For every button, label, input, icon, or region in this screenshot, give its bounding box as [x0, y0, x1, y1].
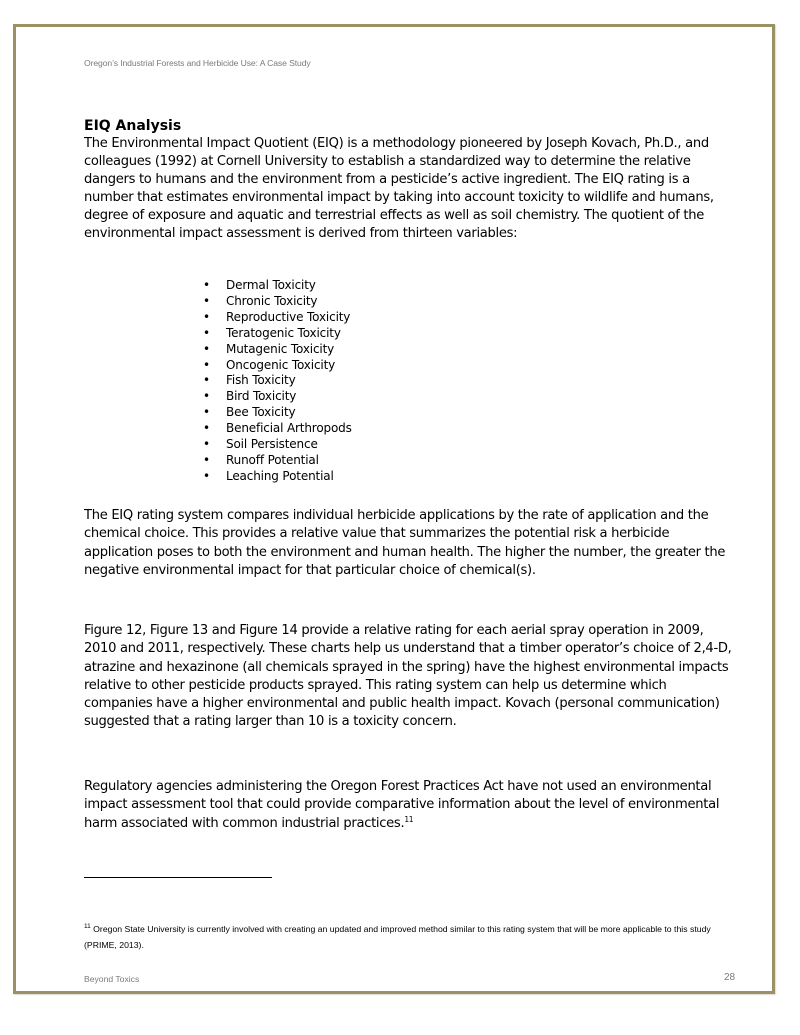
rating-system-paragraph: The EIQ rating system compares individual herbicide applications by the rate of application and the chemical choice. This provides a relative value that summarizes the potential risk a herbicide application poses to both the environment and human health. The higher the number, the greater the negative environmental impact for that particular choice of chemical(s). [84, 508, 726, 578]
list-item-label: Beneficial Arthropods [226, 421, 352, 436]
eiq-variables-list [200, 278, 352, 485]
bullet-icon: • [203, 405, 210, 420]
bullet-icon: • [203, 452, 210, 467]
list-item-label: Reproductive Toxicity [226, 309, 351, 324]
footnote-separator [84, 877, 272, 878]
list-item-label: Dermal Toxicity [226, 278, 316, 292]
bullet-icon: • [203, 309, 210, 324]
bullet-icon: • [203, 278, 210, 292]
bullet-icon: • [203, 389, 210, 404]
bullet-icon: • [203, 437, 210, 452]
list-item [200, 278, 352, 294]
footnote-number: 11 [84, 923, 91, 930]
intro-paragraph: The Environmental Impact Quotient (EIQ) is a methodology pioneered by Joseph Kovach, Ph.D., and colleagues (1992) at Cornell University to establish a standardized way to determine the relative dangers to humans and the environment from a pesticide’s active ingredient. The EIQ rating is a number that estimates environmental impact by taking into account toxicity to wildlife and humans, degree of exposure and aquatic and terrestrial effects as well as soil chemistry. The quotient of the environmental impact assessment is derived from thirteen variables: [84, 136, 714, 242]
list-item [200, 358, 352, 374]
list-item-label: Oncogenic Toxicity [226, 357, 336, 372]
bullet-icon: • [203, 468, 210, 483]
list-item-label: Leaching Potential [226, 468, 334, 483]
list-item [200, 294, 352, 310]
list-item-label: Teratogenic Toxicity [226, 325, 341, 340]
regulatory-paragraph-text: Regulatory agencies administering the Oregon Forest Practices Act have not used an environmental impact assessment tool that could provide comparative information about the level of environmental harm associated with common industrial practices. [84, 779, 720, 831]
regulatory-paragraph [84, 778, 734, 833]
list-item-label: Mutagenic Toxicity [226, 341, 335, 356]
list-item [200, 405, 352, 421]
footnote-text: Oregon State University is currently involved with creating an updated and improved method similar to this rating system that will be more applicable to this study (PRIME, 2013). [84, 924, 711, 950]
list-item-label: Chronic Toxicity [226, 293, 318, 308]
bullet-icon: • [203, 357, 210, 372]
figures-paragraph: Figure 12, Figure 13 and Figure 14 provide a relative rating for each aerial spray operation in 2009, 2010 and 2011, respectively. These charts help us understand that a timber operator’s choice of 2,4-D, atrazine and hexazinone (all chemicals sprayed in the spring) have the highest environmental impacts relative to other pesticide products sprayed. This rating system can help us determine which companies have a higher environmental and public health impact. Kovach (personal communication) suggested that a rating larger than 10 is a toxicity concern. [84, 623, 732, 730]
bullet-icon: • [203, 373, 210, 388]
bullet-icon: • [203, 341, 210, 356]
page-number: 28 [724, 972, 736, 983]
list-item [200, 373, 352, 389]
list-item [200, 469, 352, 485]
list-item [200, 453, 352, 469]
bullet-icon: • [203, 421, 210, 436]
running-footer-organization: Beyond Toxics [84, 974, 140, 984]
footnote-reference[interactable]: 11 [404, 814, 414, 824]
list-item-label: Fish Toxicity [226, 373, 296, 388]
list-item [200, 342, 352, 358]
bullet-icon: • [203, 325, 210, 340]
section-title: EIQ Analysis [84, 118, 182, 134]
list-item-label: Bird Toxicity [226, 389, 297, 404]
list-item-label: Runoff Potential [226, 452, 319, 467]
list-item [200, 389, 352, 405]
list-item [200, 421, 352, 437]
list-item-label: Bee Toxicity [226, 405, 296, 420]
list-item [200, 310, 352, 326]
running-header: Oregon’s Industrial Forests and Herbicide Use: A Case Study [84, 58, 311, 68]
footnote [84, 922, 724, 953]
bullet-icon: • [203, 293, 210, 308]
list-item [200, 437, 352, 453]
list-item [200, 326, 352, 342]
list-item-label: Soil Persistence [226, 437, 318, 452]
